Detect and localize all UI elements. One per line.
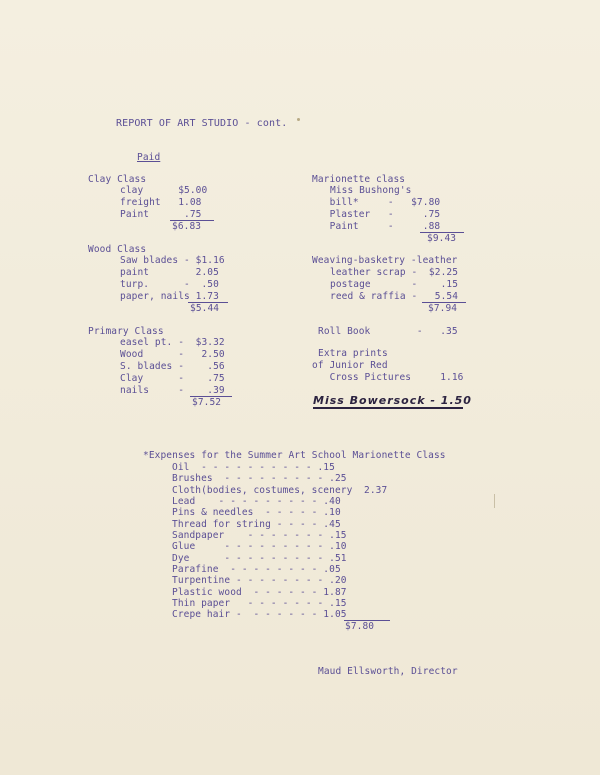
line-item: Plaster - .75 — [318, 209, 441, 220]
line-item: Miss Bushong's — [330, 185, 412, 196]
page-title: REPORT OF ART STUDIO - cont. — [116, 118, 288, 129]
section-title: Clay Class — [88, 174, 147, 185]
line-item: postage - .15 — [330, 279, 459, 290]
line-item: Cross Pictures 1.16 — [318, 372, 464, 383]
roll-book-line: Roll Book - .35 — [318, 326, 458, 337]
expense-line: Parafine - - - - - - - - .05 — [172, 564, 341, 575]
section-total: $9.43 — [427, 233, 457, 244]
section-title: Marionette class — [312, 174, 406, 185]
line-item: nails - .39 — [120, 385, 225, 396]
paper-mark — [494, 494, 495, 508]
section-total: $7.94 — [428, 303, 458, 314]
section-total: $7.52 — [192, 397, 222, 408]
expense-line: Sandpaper - - - - - - - .15 — [172, 530, 347, 541]
expense-line: Glue - - - - - - - - - .10 — [172, 541, 347, 552]
expense-line: Crepe hair - - - - - - - 1.05 — [172, 609, 347, 620]
paper-blot — [297, 118, 300, 121]
section-title: Wood Class — [88, 244, 147, 255]
line-item: freight 1.08 — [120, 197, 202, 208]
handwritten-note: Miss Bowersock - 1.50 — [313, 394, 472, 407]
expense-line: Brushes - - - - - - - - - .25 — [172, 473, 347, 484]
section-total: $6.83 — [172, 221, 202, 232]
line-item: clay $5.00 — [120, 185, 208, 196]
expense-line: Lead - - - - - - - - - .40 — [172, 496, 341, 507]
line-item: Wood - 2.50 — [120, 349, 225, 360]
expense-line: Thread for string - - - - .45 — [172, 519, 341, 530]
summer-heading: *Expenses for the Summer Art School Marionette Class — [143, 450, 446, 461]
line-item: of Junior Red — [312, 360, 388, 371]
section-title: Weaving-basketry -leather — [312, 255, 458, 266]
line-item: reed & raffia - 5.54 — [330, 291, 459, 302]
section-title: Primary Class — [88, 326, 164, 337]
line-item: S. blades - .56 — [120, 361, 225, 372]
expense-line: Dye - - - - - - - - - .51 — [172, 553, 347, 564]
expense-line: Plastic wood - - - - - - 1.87 — [172, 587, 347, 598]
section-total: $5.44 — [190, 303, 220, 314]
line-item: bill* - $7.80 — [318, 197, 441, 208]
line-item: paper, nails 1.73 — [120, 291, 219, 302]
line-item: Extra prints — [318, 348, 388, 359]
line-item: Paint - .88 — [318, 221, 441, 232]
line-item: leather scrap - $2.25 — [330, 267, 459, 278]
line-item: paint 2.05 — [120, 267, 219, 278]
expense-line: Pins & needles - - - - - .10 — [172, 507, 341, 518]
line-item: turp. - .50 — [120, 279, 219, 290]
expense-line: Turpentine - - - - - - - - .20 — [172, 575, 347, 586]
summer-total: $7.80 — [345, 621, 375, 632]
signature-line: Maud Ellsworth, Director — [318, 666, 458, 677]
line-item: Saw blades - $1.16 — [120, 255, 225, 266]
paid-heading: Paid — [137, 152, 161, 163]
handwritten-underline — [313, 407, 463, 409]
line-item: easel pt. - $3.32 — [120, 337, 225, 348]
expense-line: Thin paper - - - - - - - .15 — [172, 598, 347, 609]
expense-line: Cloth(bodies, costumes, scenery 2.37 — [172, 485, 388, 496]
line-item: Paint .75 — [120, 209, 202, 220]
expense-line: Oil - - - - - - - - - - .15 — [172, 462, 335, 473]
line-item: Clay - .75 — [120, 373, 225, 384]
